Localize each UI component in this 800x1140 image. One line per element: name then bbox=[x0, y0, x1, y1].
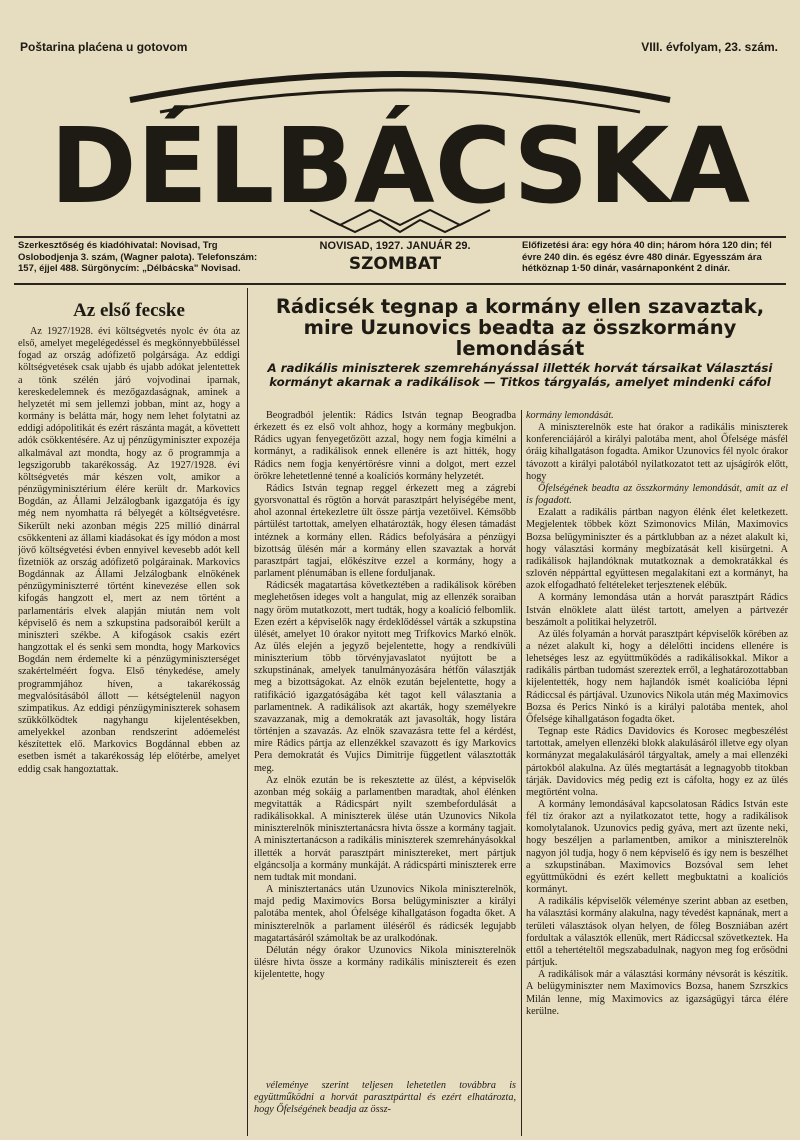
main-paragraph: Az ülés folyamán a horvát parasztpárt képviselők körében az a nézet alakult ki, hogy a délelőtti incidens ellenére is lehetséges lesz az együttműködés a radikálisokkal. Mikor a radikális pártban tudomást szereztek erről, a leghatározottabban kijelentették, hogy nem hajlandók ismét koalícióba lépni Rádiccsal és pártjával. Uzunovics Nikola után még Maximovics Bozsa és Perics Ninkó is a királyi palotába mentek, ahol Őfelsége kihallgatáson fogadta őket. bbox=[526, 628, 788, 725]
main-headline: Rádicsék tegnap a kormány ellen szavaztak, mire Uzunovics beadta az összkormány lemondását bbox=[275, 295, 765, 360]
main-subheadline: A radikális miniszterek szemrehányással illették horvát társaikat Választási kormányt akarnak a radikálisok — Titkos tárgyalás, amelyet mindenki cáfol bbox=[267, 361, 773, 389]
main-paragraph: A kormány lemondásával kapcsolatosan Rádics István este fél tíz órakor azt a nyilatkozatot tette, hogy a radikálisok komolytalanok. Uzunovics pedig gyáva, mert azt üzente neki, hogy beszéljen a parlamentben, amikor a miniszterelnök nagyon jól tudja, hogy ő nem képviselő és így nem is beszélhet a szkupstinában. Maximovics Bozsóval sem lehet együttműködni és ezért kellett megbuktatni a koalíciós kormányt. bbox=[526, 799, 788, 896]
main-article-column-1-tail bbox=[254, 1080, 516, 1132]
main-paragraph: A minisztertanács után Uzunovics Nikola miniszterelnök, majd pedig Maximovics Borsa belügyminiszter a királyi palotába mentek, ahol Ófelsége kihallgatáson fogadta őket. A miniszterelnök a parlament üléséről és rádicsék legujabb magatartásáról számoltak be az uralkodónak. bbox=[254, 884, 516, 944]
volume-info: VIII. évfolyam, 23. szám. bbox=[641, 40, 778, 54]
masthead-divider-top bbox=[14, 236, 786, 238]
main-paragraph: Az elnök ezután be is rekesztette az ülést, a képviselők azonban még sokáig a parlamentben maradtak, ahol élénken megvitatták a Rádicspárt nyilt szembefordulását a radikálisokkal. A miniszterek ülése után Uzunovics Nikola miniszterelnök minisztertanácsra hivta össze a kormány tagjait. A minisztertanácson a radikális miniszterek szemrehányásokkal illették a horvát parasztpárt minisztereket, mert pártjuk elgáncsolja a kormány munkáját. A rádicspárti miniszterek erre nem tudtak mit mondani. bbox=[254, 774, 516, 883]
masthead-arch-decoration bbox=[130, 74, 670, 100]
main-paragraph-italic: Őfelségének beadta az összkormány lemondását, amit az el is fogadott. bbox=[526, 482, 788, 507]
main-paragraph: Délután négy órakor Uzunovics Nikola miniszterelnök ülésre hivta össze a kormány radikális minisztereit és ezen kijelentette, hogy bbox=[254, 944, 516, 981]
postage-note: Poštarina plaćena u gotovom bbox=[20, 40, 188, 54]
column-divider bbox=[521, 410, 522, 1136]
main-article-column-1 bbox=[254, 410, 516, 1077]
main-paragraph: A radikálisok már a választási kormány névsorát is készítik. A belügyminiszter nem Maximovics Bozsa, hanem Szrszkics Milán lenne, míg Maximovics az igazságügyi tárca élére kerülne. bbox=[526, 969, 788, 1017]
issue-date: NOVISAD, 1927. JANUÁR 29. bbox=[319, 240, 471, 252]
editorial-info: Szerkesztőség és kiadóhivatal: Novisad, Trg Oslobodjenja 3. szám, (Wagner palota). Telefonszám: 157, éjjel 488. Sürgönycím: „Délbácska" Novisad. bbox=[18, 240, 258, 274]
left-article-paragraph: Az 1927/1928. évi költségvetés nyolc év óta az első, amelyet megelégedéssel és megkönnyebbüléssel fogad az ország adófizető polgársága. Az eddigi költségvetések csak ujabb és ujabb adókat jelentettek a tönk szélén járó vojvodinai iparnak, kereskedelemnek és mezőgazdaságnak, aminek a helyzetét mi sem jellemzi jobban, mint az, hogy a kormány is belátta már, hogy nem lehet folytatni az eddigi adópolitikát és ezért rászánta magát, a követtett adók csökkentésére. Az uj pénzügyminiszter expozéja alkalmával azt mondta, hogy az ő programmja a legszigorubb takarékosság. Az 1927/1928. évi költségvetés már készen volt, amikor a pénzügyminisztérium élére került dr. Markovics Bogdán, az Állami Jelzálogbank igazgatója és így még nem nyomhatta rá bélyegét a költségvetésre. Sikerült neki azonban mégis 225 millió dinárral csökkenteni az állami kiadásokat és így módon a most jövő költségvetési évben ennyivel kevesebb adót kell fizetniök az ország adófizető polgárainak. Markovics Bogdánnak az Állami Jelzálogbank elnökének pénzügyminiszterré történt kinevezése ellen sok kifogás hangzott el, mert az nem történt a parlamentáris elvek alapján miután nem volt képviselő és nem a szkupstina padsoraiból került a miniszteri székbe. A kifogások csakis ezért hangzottak el és senki sem mondta, hogy Markovics Bogdán nem érdemelte ki a pénzügyminiszterséget szakértelméért fogva. Első ténykedése, amely programmjához híven, a takarékosság megvalósításából állott — kétségtelenül nagyon szimpatikus. Az eddigi pénzügyminiszterek sohasem szükkölködtek nagyhangu kijelentésekben, amelyekkel azonban rendszerint adóemelést készítettek elő. Markovics Bogdánnal ebben az esetben ismét a takarékosság lép előtérbe, amelyet eddig csak hangoztattak. bbox=[18, 326, 240, 775]
newspaper-title: DÉLBÁCSKA bbox=[50, 105, 750, 227]
main-paragraph: A radikális képviselők véleménye szerint abban az esetben, ha választási kormány alakulna, nagy tévedést kapnának, mert a területi választások olyan helyen, de főleg Boszniában azért fordultak a választók ellenük, mert Rádiccsal szövetkeztek. Ha ettől a tehertételtől megszabadulnak, nagyon meg fog erősödni pártjuk. bbox=[526, 896, 788, 969]
main-paragraph-italic: véleménye szerint teljesen lehetetlen továbbra is együttműködni a horvát parasztpárttal és ezért elhatározta, hogy Őfelségének beadja az össz- bbox=[254, 1080, 516, 1116]
main-article-column-2 bbox=[526, 410, 788, 1132]
main-paragraph: Tegnap este Rádics Davidovics és Korosec megbeszélést tartottak, amelyen ellenzéki blokk alakulásáról illetve egy olyan kormányzat megalakulásáról tárgyaltak, amely a mai ellenzéki pártokból alakulna. Az ülés megtartását a legnagyobb titokban tárják. Davidovics még pedig ezt is cáfolta, hogy ez az ülés megtörtént volna. bbox=[526, 726, 788, 798]
masthead-divider-bottom bbox=[14, 283, 786, 285]
issue-weekday: SZOMBAT bbox=[348, 254, 442, 274]
main-paragraph: Rádics István tegnap reggel érkezett meg a zágrebi gyorsvonattal és rögtön a horvát parasztpárt helyiségébe ment, ahol azonnal értekezletre ült össze pártja vezetőivel. Kémsőbb pártülést tartottak, amelyen elhatározták, hogy élesen támadást intéznek a kormány ellen. Rádics befolyására a pénzügyi bizottság ülésén már a kormány ellen szavaztak a horvát parasztpárt tagjai, előkészítve ezzel a kormány, hogy a parlament plénumában is ellene forduljanak. bbox=[254, 482, 516, 580]
left-article-body bbox=[18, 326, 240, 1132]
main-paragraph: Ezalatt a radikális pártban nagyon élénk élet keletkezett. Megjelentek többek közt Szimonovics Milán, Maximovics Bozsa belügyminiszter és a pártklubban az a nézet alakult ki, hogy választási kormány megbízatását kell kisürgetni. A radikálisok hajlandóknak mutatkoznak a demokratákkal és szlovén néppárttal együttesen megalakítani ezt a kormányt, ha azok elfogadható feltételeket terjesztenek elébük. bbox=[526, 507, 788, 592]
main-paragraph: A kormány lemondása után a horvát parasztpárt Rádics István elnöklete alatt ülést tartott, amelyen a pártvezér beszámolt a politikai helyzetről. bbox=[526, 592, 788, 628]
main-paragraph: Beogradból jelentik: Rádics István tegnap Beogradba érkezett és ez első volt ahhoz, hogy a kormány megbukjon. Rádics ugyan fenyegetőzött azzal, hogy nem fogja kímélni a kormányt, a radikálisok ennek ellenére is azt hitték, hogy Rádics nem fogja kenyértörésre vinni a dolgot, mert ezzel örökre lehetetlenné tenné a koalíciós kormány helyzetét. bbox=[254, 410, 516, 482]
main-paragraph-italic: kormány lemondását. bbox=[526, 410, 614, 421]
subscription-info: Előfizetési ára: egy hóra 40 din; három hóra 120 din; fél évre 240 din. és egész évre 480 dinár. Egyesszám ára hétköznap 1·50 dinár, vasárnaponként 2 dinár. bbox=[522, 240, 772, 274]
main-paragraph: Rádicsék magatartása következtében a radikálisok körében meglehetősen ideges volt a hangulat, mig az ellenzék soraiban nagy öröm mutatkozott, mert tudták, hogy a koalíció felbomlik. Ezen ezért a képviselők nagy érdeklődéssel várták a szkupstina ülését, amelyet 10 órakor nyitott meg Trifkovics Markó elnök. Az ülés elején a jegyző bejelentette, hogy a rendkívüli miniszterium több törvényjavaslatot nyújtott be a szkupstinának, amelyek tanulmányozására hétfőn választják meg a bizottságokat. Az elnök ezután bejelentette, hogy a ratifikáció igazgatóságába két tagot kell választania a parlamentnek. A radikálisok azt akarták, hogy személyekre szavazzanak, mig a demokraták azt javasolták, hogy listára történjen a szavazás. Az elnök szavazásra tette fel a kérdést, mire Rádics pártja az ellenzékkel szavazott és így Markovics Pera demokratát és Vujics Dimitrije függetlent választották meg. bbox=[254, 580, 516, 774]
left-article-title: Az első fecske bbox=[73, 300, 185, 321]
newspaper-masthead bbox=[10, 60, 790, 240]
column-divider bbox=[247, 288, 248, 1136]
main-paragraph: A miniszterelnök este hat órakor a radikális miniszterek konferenciájáról a királyi palotába ment, ahol Őfelsége másfél óráig kihallgatáson fogadta. Amikor Uzunovics fél nyolc órakor távozott a királyi palotából nyilatkozatot tett az ujságírók előtt, hogy bbox=[526, 422, 788, 482]
